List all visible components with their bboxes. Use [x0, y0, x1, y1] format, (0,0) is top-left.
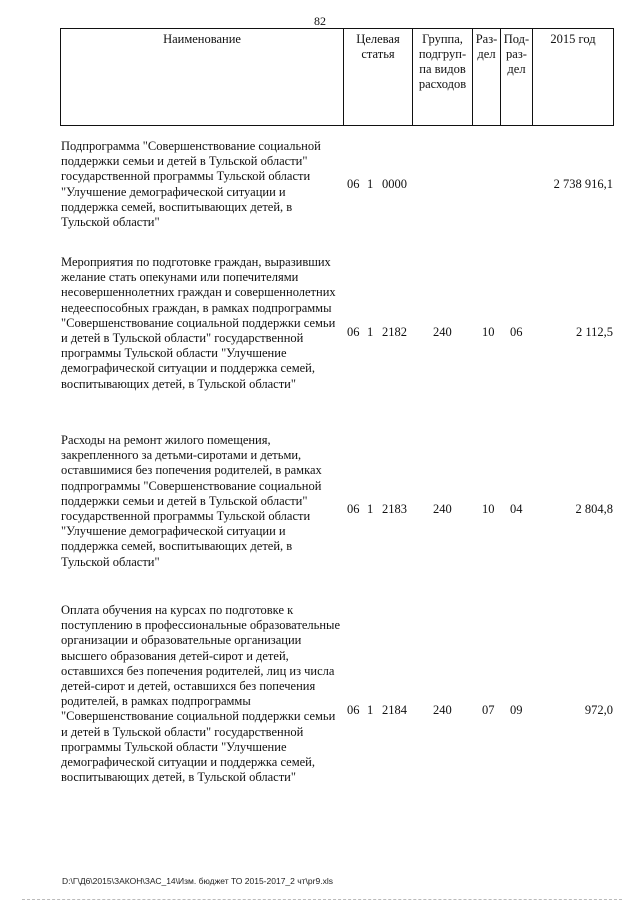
row-subprogram: 1	[367, 325, 374, 339]
file-path-footer: D:\Г\Д6\2015\ЗАКОН\ЗАС_14\Изм. бюджет ТО 2015-2017_2 чт\pr9.xls	[62, 876, 333, 886]
header-name: Наименование	[61, 29, 344, 126]
row-code: 2184	[382, 703, 407, 717]
row-program: 06	[347, 177, 360, 191]
header-year: 2015 год	[533, 29, 614, 126]
row-section: 10	[482, 325, 495, 339]
row-group: 240	[433, 325, 452, 339]
row-codes	[60, 325, 613, 341]
row-amount: 2 738 916,1	[553, 177, 613, 191]
row-subprogram: 1	[367, 177, 374, 191]
row-section: 07	[482, 703, 495, 717]
table-header	[60, 28, 614, 126]
row-codes	[60, 502, 613, 518]
row-group: 240	[433, 703, 452, 717]
row-code: 2183	[382, 502, 407, 516]
row-program: 06	[347, 325, 360, 339]
header-section: Раз- дел	[473, 29, 501, 126]
row-name: Подпрограмма "Совершенствование социальной поддержки семьи и детей в Тульской области" государственной программы Тульской области "Улучшение демографической ситуации и поддержка семей, воспитывающих детей, в Тульской области"	[61, 139, 321, 230]
row-amount: 2 112,5	[575, 325, 613, 339]
row-program: 06	[347, 502, 360, 516]
bottom-divider	[22, 899, 622, 900]
row-code: 2182	[382, 325, 407, 339]
row-codes	[60, 703, 613, 719]
row-codes	[60, 177, 613, 193]
row-subsection: 09	[510, 703, 523, 717]
row-subsection: 06	[510, 325, 523, 339]
row-code: 0000	[382, 177, 407, 191]
row-amount: 972,0	[584, 703, 613, 717]
header-group: Группа, подгруп- па видов расходов	[413, 29, 473, 126]
row-subprogram: 1	[367, 703, 374, 717]
row-subsection: 04	[510, 502, 523, 516]
row-name: Оплата обучения на курсах по подготовке к поступлению в профессиональные образовательные организации и образовательные организации высшего образования детей-сирот и детей, оставшихся без попечения родителей, лиц из числа детей-сирот и детей, оставшихся без попечения родителей, в рамках подпрограммы "Совершенствование социальной поддержки семьи и детей в Тульской области" государственной программы Тульской области "Улучшение демографической ситуации и поддержка семей, воспитывающих детей, в Тульской области"	[61, 603, 340, 785]
header-subsection: Под- раз- дел	[501, 29, 533, 126]
row-section: 10	[482, 502, 495, 516]
row-group: 240	[433, 502, 452, 516]
row-amount: 2 804,8	[575, 502, 613, 516]
row-subprogram: 1	[367, 502, 374, 516]
row-name: Мероприятия по подготовке граждан, выразивших желание стать опекунами или попечителями несовершеннолетних граждан и совершеннолетних недееспособных граждан, в рамках подпрограммы "Совершенствование социальной поддержки семьи и детей в Тульской области" государственной программы Тульской области "Улучшение демографической ситуации и поддержка семей, воспитывающих детей, в Тульской области"	[61, 255, 336, 391]
row-program: 06	[347, 703, 360, 717]
header-target-article: Целевая статья	[344, 29, 413, 126]
row-name: Расходы на ремонт жилого помещения, закрепленного за детьми-сиротами и детьми, оставшимися без попечения родителей, в рамках подпрограммы "Совершенствование социальной поддержки семьи и детей в Тульской области" государственной программы Тульской области "Улучшение демографической ситуации и поддержка семей, воспитывающих детей, в Тульской области"	[61, 433, 322, 569]
page-number: 82	[314, 14, 326, 28]
